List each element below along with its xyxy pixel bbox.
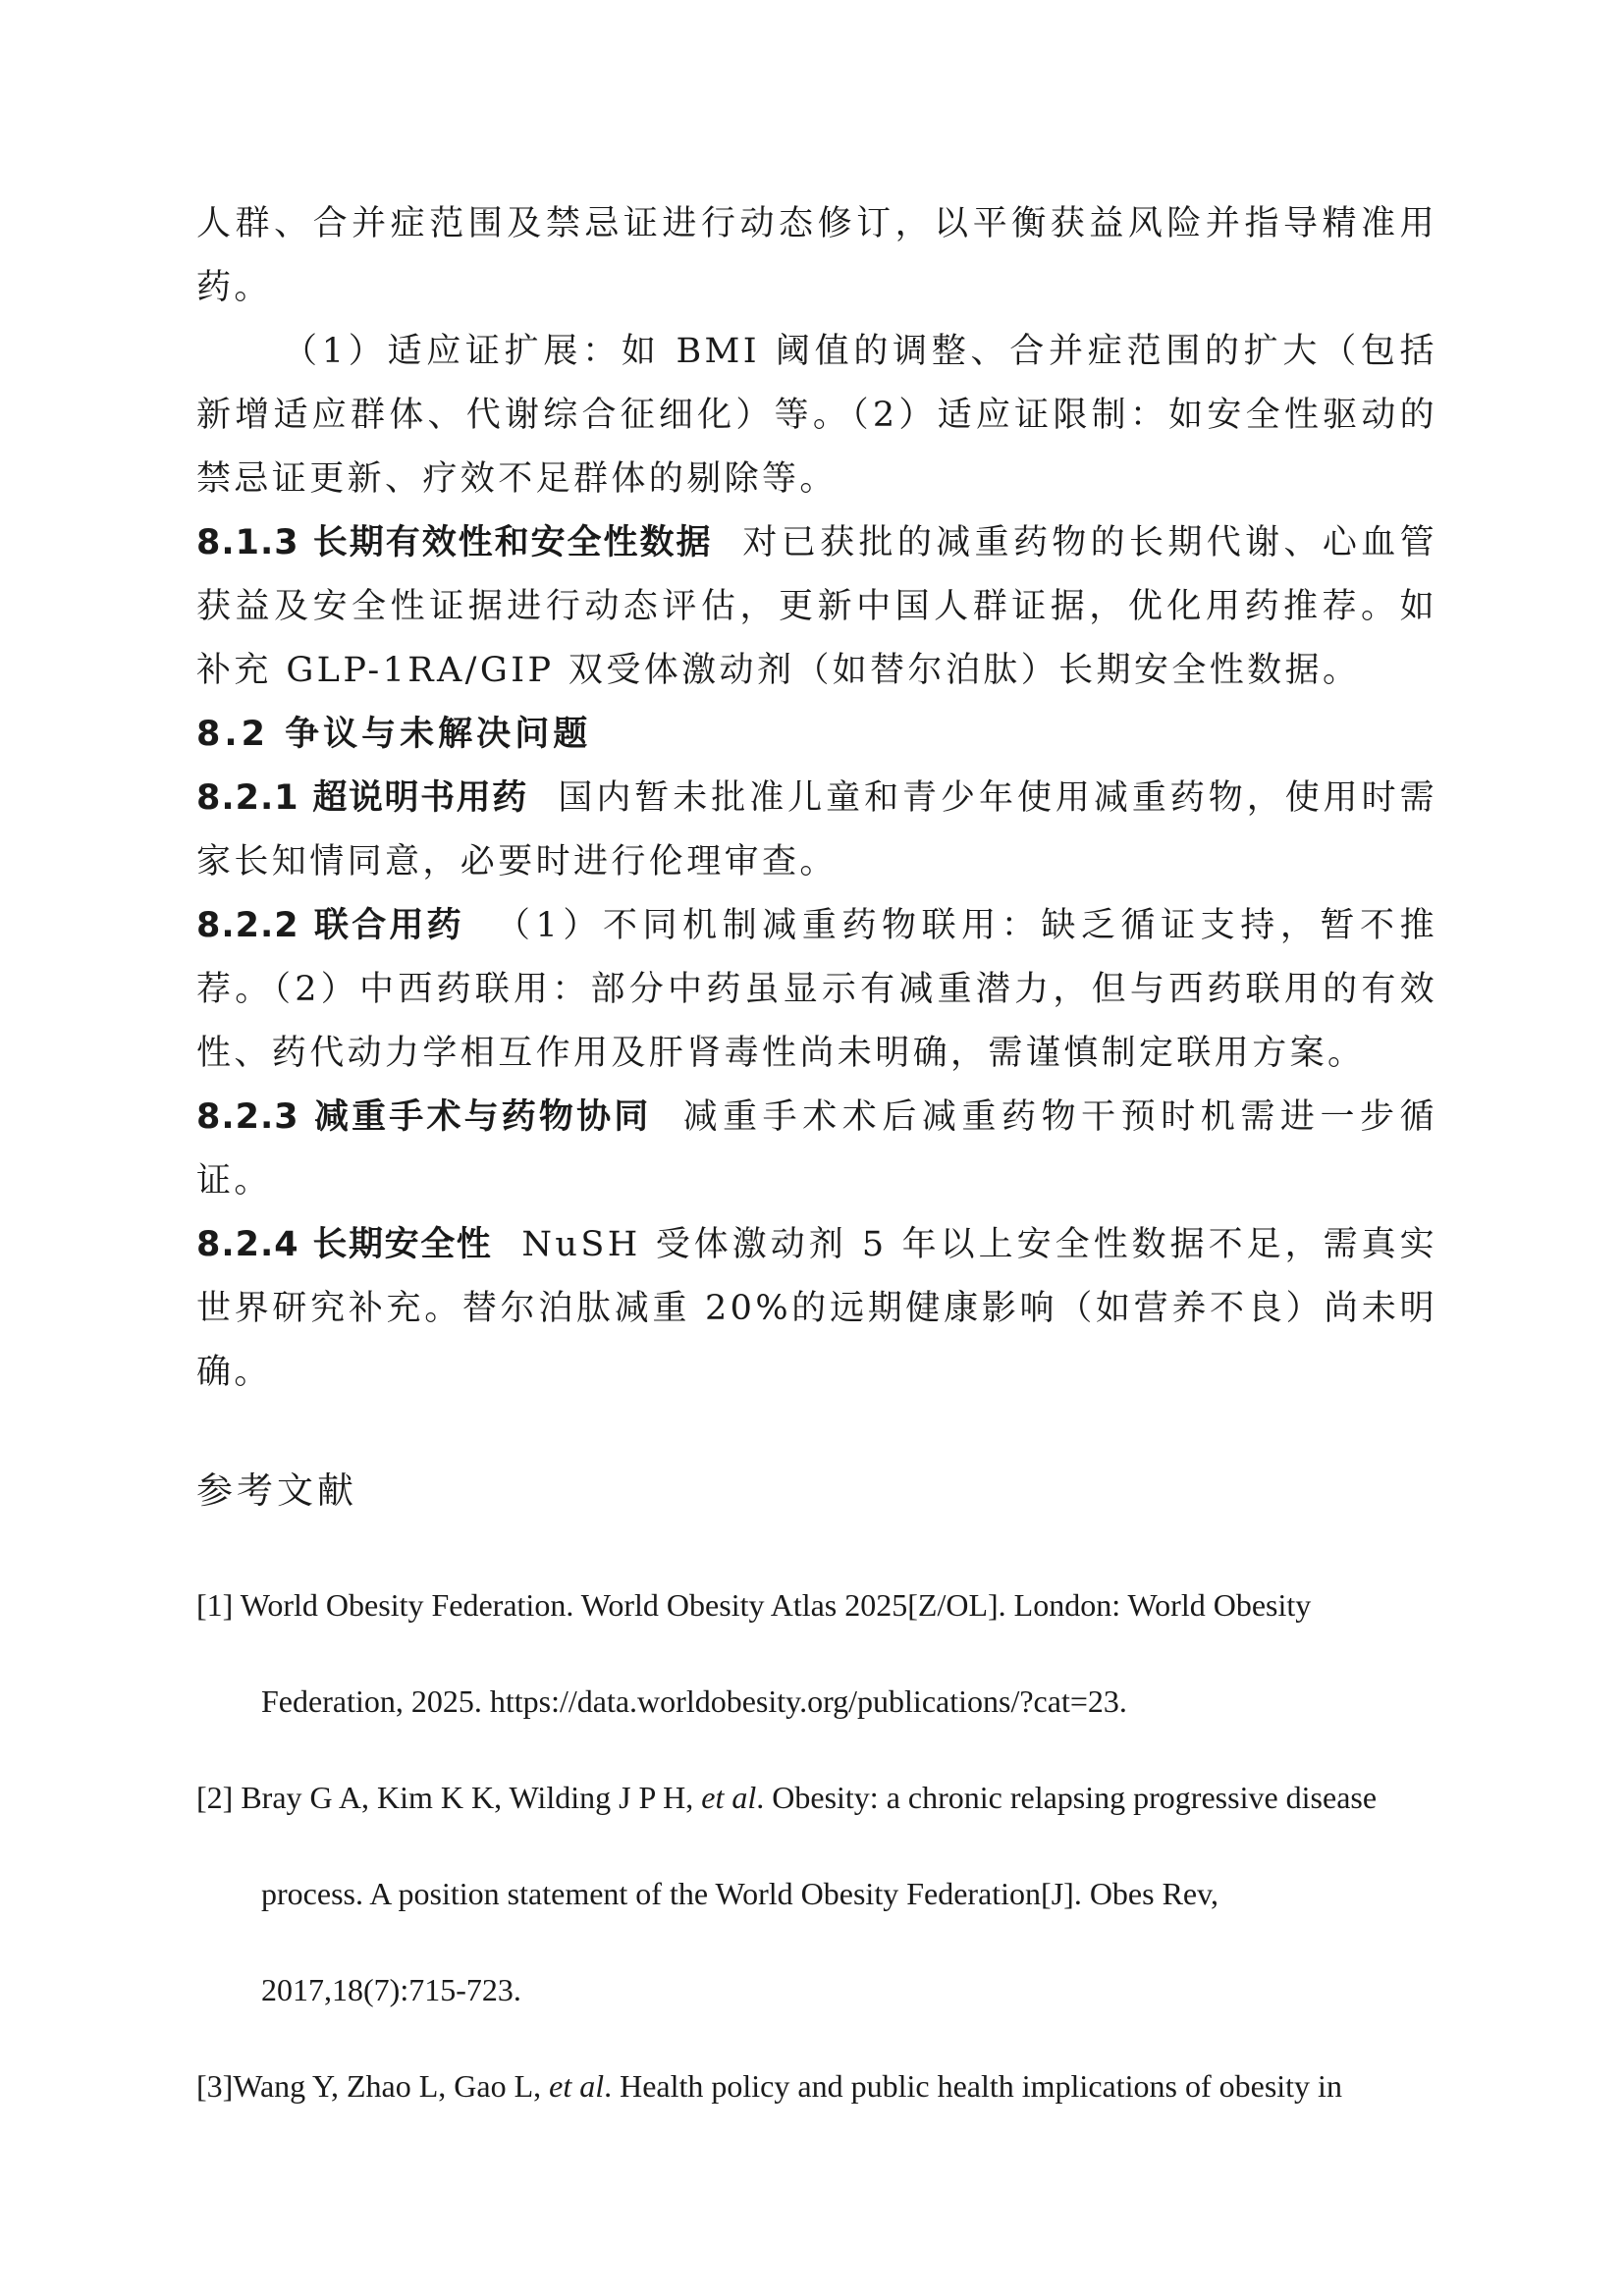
section-8-1-3-heading: 8.1.3 长期有效性和安全性数据 [196,523,713,562]
section-8-2-4 [196,1213,1437,1405]
body-text [196,192,1437,1405]
section-8-2-1-text: 国内暂未批准儿童和青少年使用减重药物，使用时需家长知情同意，必要时进行伦理审查。 [196,778,1437,881]
section-8-1-3-text: 对已获批的减重药物的长期代谢、心血管获益及安全性证据进行动态评估，更新中国人群证据，优化用药推荐。如补充 GLP-1RA/GIP 双受体激动剂（如替尔泊肽）长期安全性数据。 [196,523,1437,690]
reference-2-title: . Obesity: a chronic relapsing progressive disease [756,1780,1378,1815]
reference-2-authors: [2] Bray G A, Kim K K, Wilding J P H, [196,1780,702,1815]
reference-3-authors: [3]Wang Y, Zhao L, Gao L, [196,2068,550,2104]
reference-2-line-1 [196,1749,1437,1845]
section-8-2-2 [196,894,1437,1086]
section-8-2-3-heading: 8.2.3 减重手术与药物协同 [196,1097,652,1137]
section-8-2-4-heading: 8.2.4 长期安全性 [196,1225,493,1264]
section-8-2-heading: 8.2 争议与未解决问题 [196,715,592,754]
section-8-2-4-text: NuSH 受体激动剂 5 年以上安全性数据不足，需真实世界研究补充。替尔泊肽减重 20%的远期健康影响（如营养不良）尚未明确。 [196,1225,1437,1392]
section-8-2-1-heading: 8.2.1 超说明书用药 [196,778,528,818]
section-8-1-3 [196,511,1437,703]
reference-2-line-3: 2017,18(7):715-723. [261,1972,521,2007]
section-8-2-3-text: 减重手术术后减重药物干预时机需进一步循证。 [196,1097,1437,1201]
reference-list [196,1557,1437,2134]
section-8-2-1 [196,767,1437,894]
reference-2 [196,1749,1437,2038]
section-8-2-3 [196,1086,1437,1213]
paragraph-indications: （1）适应证扩展：如 BMI 阈值的调整、合并症范围的扩大（包括新增适应群体、代谢综合征细化）等。（2）适应证限制：如安全性驱动的禁忌证更新、疗效不足群体的剔除等。 [196,332,1437,499]
references-heading: 参考文献 [196,1469,357,1512]
reference-3-et-al: et al [549,2068,605,2104]
reference-3 [196,2038,1437,2134]
section-8-2-2-text: （1）不同机制减重药物联用：缺乏循证支持，暂不推荐。（2）中西药联用：部分中药虽显示有减重潜力，但与西药联用的有效性、药代动力学相互作用及肝肾毒性尚未明确，需谨慎制定联用方案。 [196,906,1437,1073]
paragraph-continuation: 人群、合并症范围及禁忌证进行动态修订，以平衡获益风险并指导精准用药。 [196,204,1437,307]
reference-2-et-al: et al [701,1780,757,1815]
reference-1-line-1: [1] World Obesity Federation. World Obesity Atlas 2025[Z/OL]. London: World Obesity [196,1587,1312,1623]
reference-1 [196,1557,1437,1749]
reference-2-line-2: process. A position statement of the World Obesity Federation[J]. Obes Rev, [261,1876,1219,1911]
reference-1-line-2: Federation, 2025. https://data.worldobesity.org/publications/?cat=23. [261,1683,1127,1719]
reference-3-line-1 [196,2038,1437,2134]
reference-3-title: . Health policy and public health implications of obesity in [604,2068,1342,2104]
section-8-2-2-heading: 8.2.2 联合用药 [196,906,464,945]
